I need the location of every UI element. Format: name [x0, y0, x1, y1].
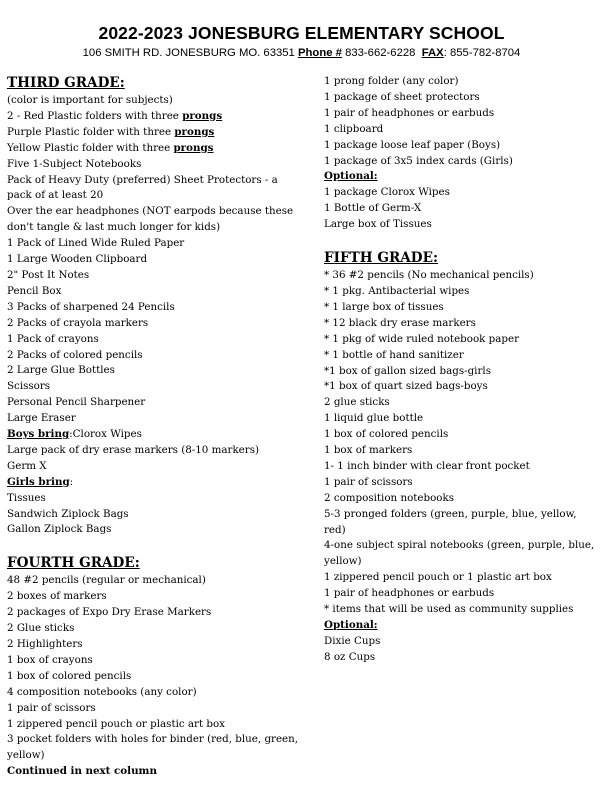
prongs-emphasis: prongs: [182, 109, 223, 122]
list-item: 1 package loose leaf paper (Boys): [324, 138, 501, 151]
fifth-optional-label: Optional:: [324, 619, 378, 631]
list-item: 1- 1 inch binder with clear front pocket: [324, 459, 530, 472]
list-item: 5-3 pronged folders (green, purple, blue, yellow, red): [324, 507, 577, 536]
left-column: [7, 74, 299, 780]
list-item: [7, 141, 299, 157]
list-item: 2 glue sticks: [324, 396, 390, 409]
section-spacer: [7, 538, 299, 554]
list-item: *1 box of gallon sized bags-girls: [324, 364, 491, 377]
fifth-grade-heading: FIFTH GRADE:: [324, 250, 438, 267]
fax-label: FAX: [421, 47, 444, 59]
list-item: Sandwich Ziplock Bags: [7, 507, 129, 520]
list-item: Over the ear headphones (NOT earpods because these don't tangle & last much longer for kids): [7, 205, 294, 234]
phone-number: 833-662-6228: [341, 47, 416, 59]
list-item: Five 1-Subject Notebooks: [7, 157, 142, 170]
list-item: 2 Glue sticks: [7, 622, 75, 635]
list-item: 1 Large Wooden Clipboard: [7, 253, 148, 266]
list-item: 1 box of crayons: [7, 653, 93, 666]
list-item: Large Eraser: [7, 412, 76, 425]
list-item: * 1 large box of tissues: [324, 300, 444, 313]
third-grade-note: (color is important for subjects): [7, 94, 173, 106]
list-item: 1 liquid glue bottle: [324, 412, 424, 425]
boys-bring-item: :Clorox Wipes: [69, 428, 142, 441]
list-item: Scissors: [7, 380, 51, 393]
list-item: * 36 #2 pencils (No mechanical pencils): [324, 269, 534, 282]
list-item: 2 Highlighters: [7, 638, 83, 650]
list-item: 48 #2 pencils (regular or mechanical): [7, 574, 206, 587]
fourth-optional-label: Optional:: [324, 170, 378, 183]
fourth-grade-heading: FOURTH GRADE:: [7, 555, 140, 572]
list-item: * items that will be used as community supplies: [324, 603, 574, 616]
street-address: 106 SMITH RD. JONESBURG MO. 63351: [82, 47, 295, 59]
list-item: 1 zippered pencil pouch or plastic art box: [7, 717, 225, 730]
list-item: 3 pocket folders with holes for binder (red, blue, green, yellow): [7, 733, 299, 762]
list-item: * 1 pkg of wide ruled notebook paper: [324, 332, 519, 345]
list-item: 1 prong folder (any color): [324, 75, 459, 87]
list-item: 2 Packs of crayola markers: [7, 316, 149, 329]
list-item: 2 boxes of markers: [7, 590, 107, 603]
girls-bring-colon: :: [69, 475, 74, 488]
list-item: 1 package of 3x5 index cards (Girls): [324, 154, 513, 167]
list-item: 1 pair of scissors: [7, 701, 96, 714]
list-item: [7, 427, 299, 443]
list-item-text: Purple Plastic folder with three: [7, 125, 175, 138]
list-item: Pencil Box: [7, 284, 62, 297]
list-item: Large box of Tissues: [324, 218, 432, 231]
list-item: [7, 475, 299, 491]
list-item: Pack of Heavy Duty (preferred) Sheet Protectors - a pack of at least 20: [7, 173, 278, 202]
boys-bring-label: Boys bring: [7, 428, 70, 441]
list-item: Dixie Cups: [324, 634, 381, 647]
list-item: *1 box of quart sized bags-boys: [324, 380, 488, 393]
continued-note: Continued in next column: [7, 765, 157, 778]
list-item: [7, 125, 299, 141]
list-item: 4-one subject spiral notebooks (green, purple, blue, yellow): [324, 539, 595, 568]
third-grade-heading: THIRD GRADE:: [7, 75, 125, 91]
list-item: 2 Packs of colored pencils: [7, 348, 143, 361]
girls-bring-label: Girls bring: [7, 475, 70, 488]
list-item: 3 Packs of sharpened 24 Pencils: [7, 300, 175, 313]
school-title: 2022-2023 JONESBURG ELEMENTARY SCHOOL: [98, 23, 505, 43]
phone-label: Phone #: [297, 47, 342, 59]
list-item: * 1 pkg. Antibacterial wipes: [324, 284, 470, 297]
list-item: 2 packages of Expo Dry Erase Markers: [7, 606, 212, 619]
list-item: Gallon Ziplock Bags: [7, 523, 112, 536]
section-spacer: [324, 233, 599, 249]
list-item-text: 2 - Red Plastic folders with three: [7, 109, 183, 122]
list-item: 2" Post It Notes: [7, 268, 90, 281]
list-item: 2 Large Glue Bottles: [7, 364, 115, 377]
list-item: * 12 black dry erase markers: [324, 316, 476, 329]
right-column: [324, 74, 599, 666]
list-item: 1 clipboard: [324, 122, 384, 135]
list-item: 1 box of colored pencils: [324, 428, 449, 441]
list-item: 2 composition notebooks: [324, 491, 455, 504]
list-item: 1 box of markers: [324, 444, 413, 457]
school-address-line: [0, 46, 603, 61]
list-item: 1 pair of headphones or earbuds: [324, 106, 495, 119]
list-item: 1 Pack of Lined Wide Ruled Paper: [7, 237, 185, 250]
list-item: 1 Pack of crayons: [7, 332, 99, 345]
list-item: 1 zippered pencil pouch or 1 plastic art box: [324, 571, 552, 584]
list-item: 8 oz Cups: [324, 650, 376, 663]
list-item: 1 pair of scissors: [324, 475, 413, 488]
prongs-emphasis: prongs: [174, 125, 215, 138]
list-item: 4 composition notebooks (any color): [7, 685, 197, 698]
list-item: Personal Pencil Sharpener: [7, 396, 146, 409]
list-item: 1 package of sheet protectors: [324, 90, 480, 103]
list-item: 1 Bottle of Germ-X: [324, 202, 422, 215]
fax-number: : 855-782-8704: [443, 47, 521, 59]
list-item: [7, 109, 299, 125]
prongs-emphasis: prongs: [173, 141, 214, 154]
list-item-text: Yellow Plastic folder with three: [7, 141, 174, 154]
page-header: [0, 22, 603, 61]
list-item: Large pack of dry erase markers (8-10 markers): [7, 443, 260, 456]
list-item: * 1 bottle of hand sanitizer: [324, 348, 464, 361]
list-item: 1 pair of headphones or earbuds: [324, 587, 495, 600]
list-item: 1 package Clorox Wipes: [324, 186, 450, 199]
list-item: Tissues: [7, 491, 46, 504]
list-item: Germ X: [7, 459, 47, 472]
list-item: 1 box of colored pencils: [7, 669, 132, 682]
